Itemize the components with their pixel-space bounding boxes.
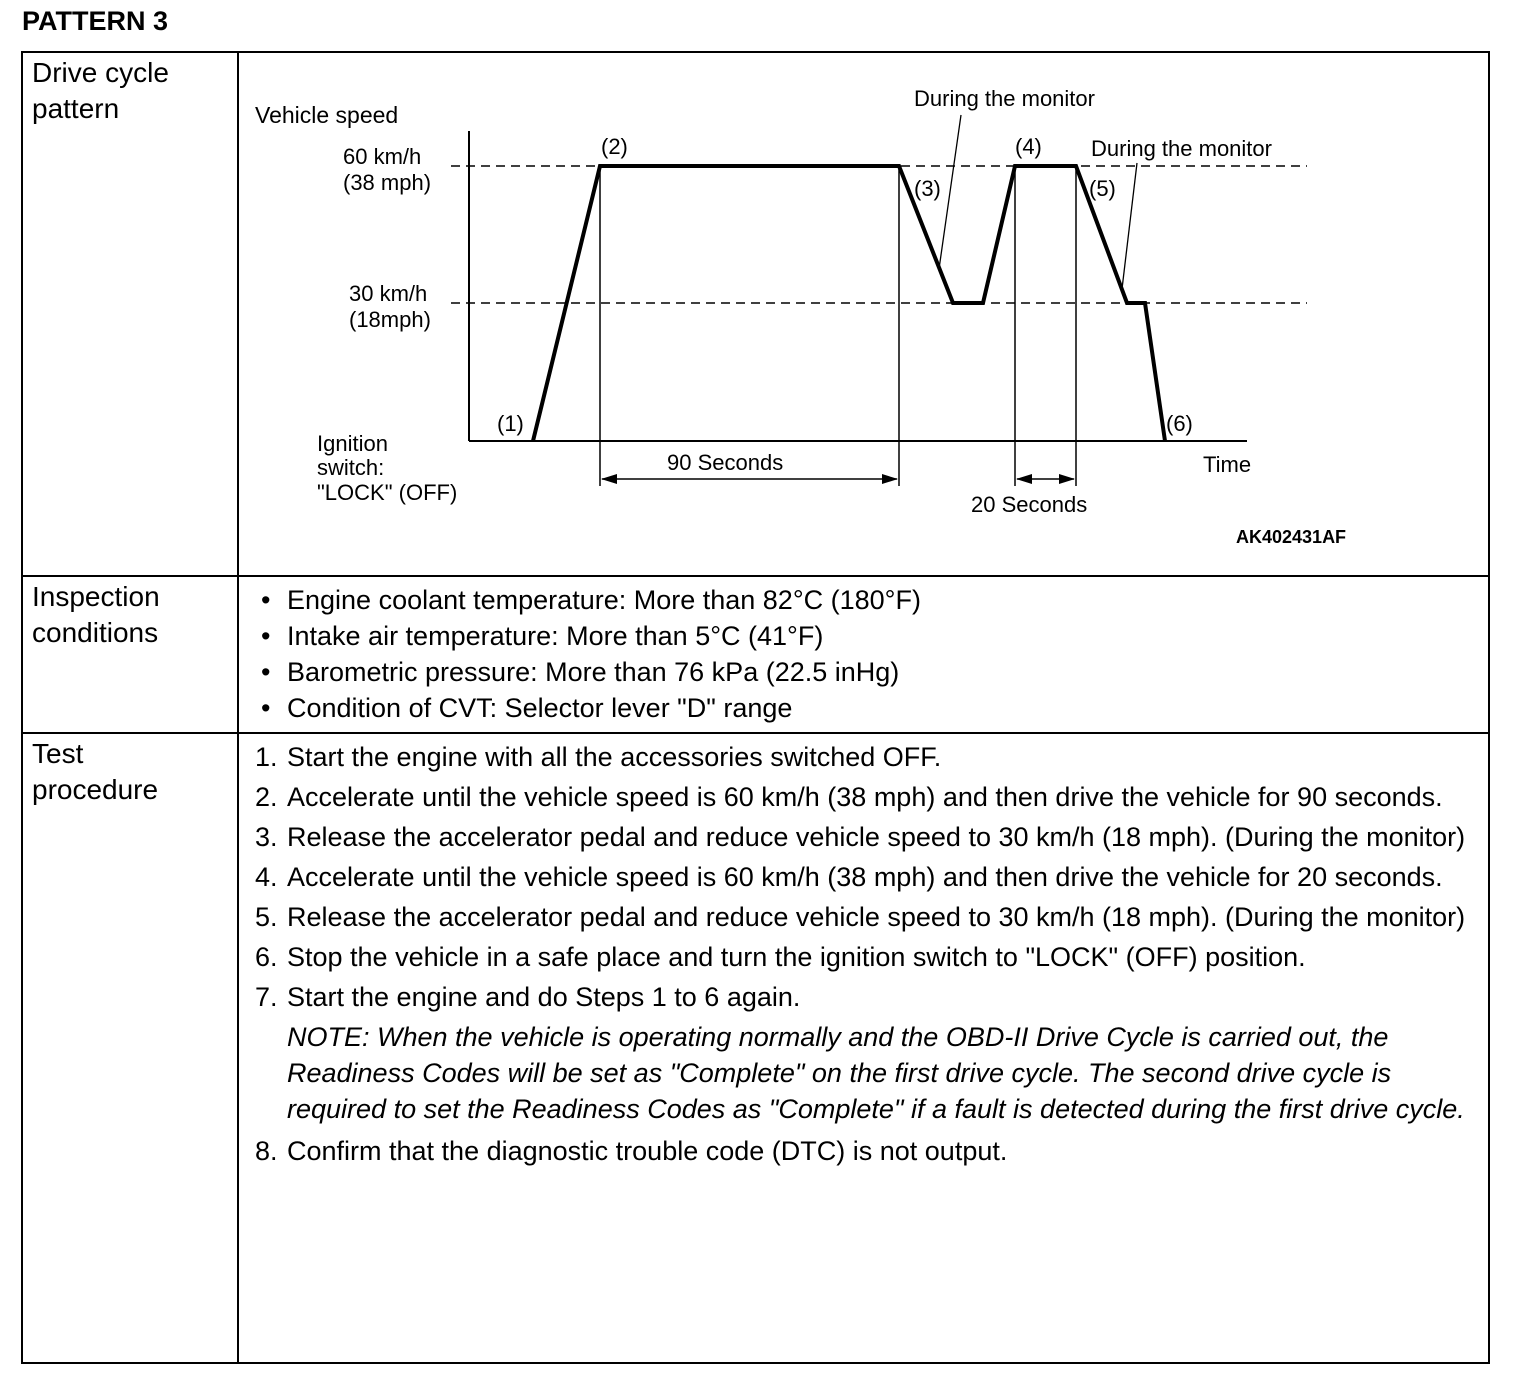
label-line: procedure xyxy=(32,774,159,805)
point-label-5: (5) xyxy=(1089,176,1116,201)
arrowhead xyxy=(601,474,617,484)
step-text: Accelerate until the vehicle speed is 60 km/h (38 mph) and then drive the vehicle for 90 seconds. xyxy=(287,782,1443,812)
step-text: Stop the vehicle in a safe place and turn the ignition switch to "LOCK" (OFF) position. xyxy=(287,942,1306,972)
page-title: PATTERN 3 xyxy=(22,6,169,36)
y-axis-label: Vehicle speed xyxy=(255,102,399,128)
duration-20-label: 20 Seconds xyxy=(971,492,1088,517)
step-item xyxy=(255,939,1476,975)
step-text: Release the accelerator pedal and reduce vehicle speed to 30 km/h (18 mph). (During the monitor) xyxy=(287,822,1466,852)
level-30-label: 30 km/h xyxy=(349,281,428,306)
step-number: 8. xyxy=(255,1136,278,1166)
step-number: 4. xyxy=(255,862,278,892)
readiness-note: NOTE: When the vehicle is operating normally and the OBD-II Drive Cycle is carried out, the Readiness Codes will be set as "Complete" on the first drive cycle. The second drive cycle is required to set the Readiness Codes as "Complete" if a fault is detected during the first drive cycle. xyxy=(287,1022,1465,1124)
condition-item: • Engine coolant temperature: More than 82°C (180°F) xyxy=(257,582,1488,618)
step-item xyxy=(255,899,1476,935)
ignition-label: switch: xyxy=(317,455,385,480)
level-30-mph-label: (18mph) xyxy=(349,307,431,332)
condition-item: • Condition of CVT: Selector lever "D" range xyxy=(257,690,1488,726)
condition-item: • Barometric pressure: More than 76 kPa (22.5 inHg) xyxy=(257,654,1488,690)
drive-cycle-row xyxy=(22,52,1489,576)
step-item xyxy=(255,779,1476,815)
arrowhead xyxy=(1016,474,1032,484)
arrowhead xyxy=(882,474,898,484)
label-line: conditions xyxy=(32,617,159,648)
arrowhead xyxy=(1059,474,1075,484)
ignition-label: "LOCK" (OFF) xyxy=(317,480,458,505)
monitor-label-1: During the monitor xyxy=(914,86,1095,111)
label-line: Inspection xyxy=(32,581,160,612)
inspection-conditions-cell xyxy=(238,576,1489,733)
step-number: 1. xyxy=(255,742,278,772)
figure-code: AK402431AF xyxy=(1236,527,1347,547)
inspection-list xyxy=(239,577,1488,726)
ignition-label: Ignition xyxy=(317,431,388,456)
x-axis-label: Time xyxy=(1203,452,1252,477)
procedure-row xyxy=(22,733,1489,1363)
drive-cycle-label xyxy=(22,52,238,576)
monitor-label-2: During the monitor xyxy=(1091,136,1272,161)
point-label-2: (2) xyxy=(601,134,628,159)
label-line: Drive cycle xyxy=(32,57,169,88)
step-text: Release the accelerator pedal and reduce vehicle speed to 30 km/h (18 mph). (During the monitor) xyxy=(287,902,1466,932)
point-label-1: (1) xyxy=(497,411,524,436)
label-line: pattern xyxy=(32,93,120,124)
condition-item: • Intake air temperature: More than 5°C (41°F) xyxy=(257,618,1488,654)
step-number: 3. xyxy=(255,822,278,852)
step-text: Confirm that the diagnostic trouble code (DTC) is not output. xyxy=(287,1136,1008,1166)
step-item xyxy=(255,979,1476,1127)
step-item xyxy=(255,859,1476,895)
drive-cycle-diagram-cell xyxy=(238,52,1489,576)
level-60-label: 60 km/h xyxy=(343,144,422,169)
step-text: Start the engine with all the accessories switched OFF. xyxy=(287,742,942,772)
procedure-label xyxy=(22,733,238,1363)
inspection-label xyxy=(22,576,238,733)
level-60-mph-label: (38 mph) xyxy=(343,170,432,195)
duration-90-label: 90 Seconds xyxy=(667,450,784,475)
step-item xyxy=(255,739,1476,775)
step-item xyxy=(255,819,1476,855)
inspection-row xyxy=(22,576,1489,733)
point-label-4: (4) xyxy=(1015,134,1042,159)
step-number: 5. xyxy=(255,902,278,932)
step-number: 2. xyxy=(255,782,278,812)
step-item xyxy=(255,1133,1476,1169)
drive-cycle-diagram xyxy=(239,53,1497,571)
procedure-steps xyxy=(239,734,1488,1169)
monitor-leader-1 xyxy=(939,115,961,269)
step-text: Start the engine and do Steps 1 to 6 again. xyxy=(287,982,801,1012)
point-label-3: (3) xyxy=(914,176,941,201)
procedure-cell xyxy=(238,733,1489,1363)
step-number: 6. xyxy=(255,942,278,972)
step-number: 7. xyxy=(255,982,278,1012)
pattern-table xyxy=(21,51,1490,1364)
label-line: Test xyxy=(32,738,84,769)
point-label-6: (6) xyxy=(1166,411,1193,436)
step-text: Accelerate until the vehicle speed is 60 km/h (38 mph) and then drive the vehicle for 20 seconds. xyxy=(287,862,1443,892)
monitor-leader-2 xyxy=(1122,163,1137,289)
